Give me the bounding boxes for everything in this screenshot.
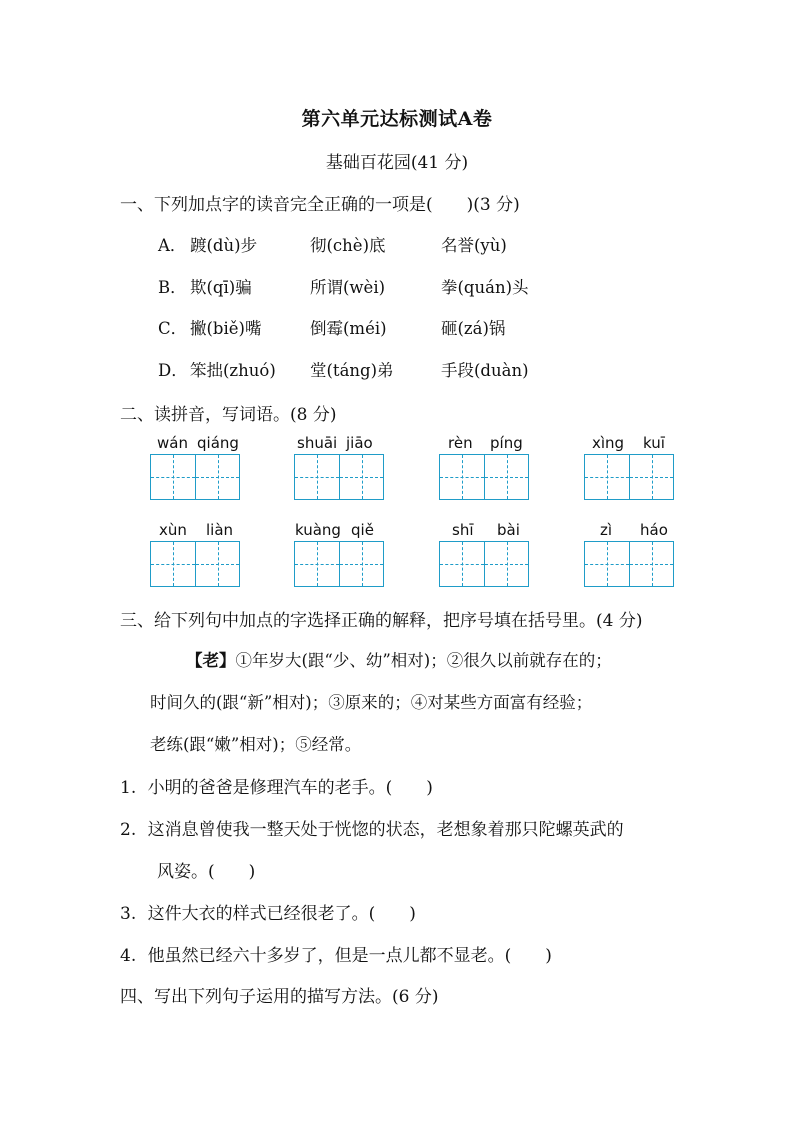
section-subtitle: 基础百花园(41 分) <box>325 153 469 173</box>
q3-item-2 <box>120 815 624 840</box>
writing-grid[interactable] <box>584 454 674 500</box>
q3-item-1 <box>120 773 433 798</box>
option-letter: B． <box>158 278 187 297</box>
option-item: 砸(zá)锅 <box>441 319 506 338</box>
option-letter: D． <box>158 361 188 380</box>
definition-line-2: 时间久的(跟“新”相对)；③原来的；④对某些方面富有经验； <box>150 693 593 712</box>
pinyin-label: liàn <box>206 521 234 539</box>
pinyin-label: xùn <box>159 521 187 539</box>
item-text: 他虽然已经六十多岁了，但是一点儿都不显老。( ) <box>147 946 552 966</box>
item-number: 3. <box>120 904 137 924</box>
option-letter: C． <box>158 319 188 338</box>
q1-heading: 一、下列加点字的读音完全正确的一项是( )(3 分) <box>120 195 520 215</box>
pinyin-label: wán <box>157 434 188 452</box>
pinyin-label: jiāo <box>346 434 373 452</box>
pinyin-label: qiáng <box>197 434 239 452</box>
writing-grid[interactable] <box>150 541 240 587</box>
item-text: 小明的爸爸是修理汽车的老手。( ) <box>147 778 433 798</box>
q3-heading: 三、给下列句中加点的字选择正确的解释，把序号填在括号里。(4 分) <box>120 611 643 631</box>
option-item: 名誉(yù) <box>441 236 507 255</box>
item-number: 4. <box>120 946 137 966</box>
pinyin-label: kuī <box>643 434 665 452</box>
writing-grid[interactable] <box>150 454 240 500</box>
pinyin-label: qiě <box>351 521 374 539</box>
writing-grid[interactable] <box>294 454 384 500</box>
option-item: 手段(duàn) <box>441 361 529 380</box>
definition-text: ①年岁大(跟“少、幼”相对)；②很久以前就存在的； <box>235 651 612 670</box>
pinyin-label: kuàng <box>295 521 341 539</box>
definition-line-3: 老练(跟“嫩”相对)；⑤经常。 <box>150 735 362 754</box>
item-text: 这件大衣的样式已经很老了。( ) <box>147 904 416 924</box>
pinyin-label: píng <box>490 434 523 452</box>
q3-item-3 <box>120 899 416 924</box>
option-item: 所谓(wèi) <box>310 278 386 297</box>
option-item: 拳(quán)头 <box>441 278 529 297</box>
definition-head: 【老】 <box>186 651 236 670</box>
writing-grid[interactable] <box>584 541 674 587</box>
option-item: 彻(chè)底 <box>310 236 386 255</box>
pinyin-label: rèn <box>448 434 473 452</box>
option-item: 笨拙(zhuó) <box>190 361 276 380</box>
q3-item-2-continued: 风姿。( ) <box>157 862 256 882</box>
q4-heading: 四、写出下列句子运用的描写方法。(6 分) <box>120 987 439 1007</box>
writing-grid[interactable] <box>439 541 529 587</box>
pinyin-label: xìng <box>592 434 625 452</box>
option-item: 堂(táng)弟 <box>310 361 394 380</box>
option-letter: A． <box>158 236 187 255</box>
item-text: 这消息曾使我一整天处于恍惚的状态，老想象着那只陀螺英武的 <box>147 820 624 840</box>
option-item: 撇(biě)嘴 <box>190 319 262 338</box>
option-item: 倒霉(méi) <box>310 319 387 338</box>
option-item: 踱(dù)步 <box>190 236 258 255</box>
q2-heading: 二、读拼音，写词语。(8 分) <box>120 405 337 425</box>
definition-line-1 <box>186 647 612 671</box>
writing-grid[interactable] <box>439 454 529 500</box>
page-title: 第六单元达标测试A卷 <box>301 108 493 130</box>
option-item: 欺(qī)骗 <box>190 278 252 297</box>
pinyin-label: shuāi <box>297 434 338 452</box>
pinyin-label: shī <box>452 521 474 539</box>
writing-grid[interactable] <box>294 541 384 587</box>
item-number: 2. <box>120 820 137 840</box>
pinyin-label: háo <box>640 521 668 539</box>
item-number: 1. <box>120 778 137 798</box>
pinyin-label: bài <box>497 521 520 539</box>
pinyin-label: zì <box>600 521 613 539</box>
q3-item-4 <box>120 941 552 966</box>
